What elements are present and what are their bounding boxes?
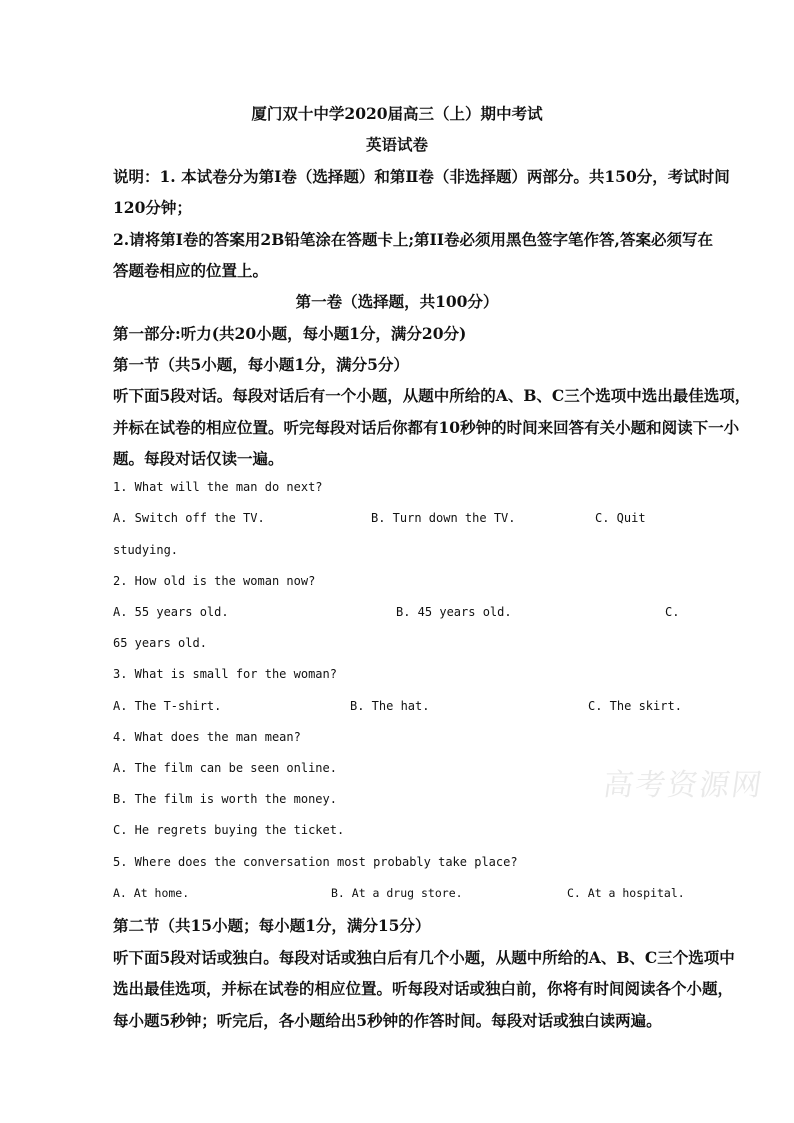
exam-subtitle: 英语试卷: [365, 135, 428, 154]
question-3-option-a: A. The T-shirt.: [113, 699, 222, 713]
question-1-option-b: B. Turn down the TV.: [371, 511, 516, 525]
instructions-line-2: 120分钟；: [113, 198, 192, 217]
question-5: 5. Where does the conversation most probably take place?: [113, 855, 518, 869]
section2-title: 第二节（共15小题；每小题1分，满分15分）: [113, 916, 431, 935]
section1-desc-2: 并标在试卷的相应位置。听完每段对话后你都有10秒钟的时间来回答有关小题和阅读下一小: [113, 418, 740, 437]
question-4-option-b: B. The film is worth the money.: [113, 792, 337, 806]
question-2: 2. How old is the woman now?: [113, 574, 316, 588]
question-5-option-b: B. At a drug store.: [331, 886, 463, 900]
question-4: 4. What does the man mean?: [113, 730, 301, 744]
question-3: 3. What is small for the woman?: [113, 667, 337, 681]
question-5-option-a: A. At home.: [113, 886, 190, 900]
question-2-option-c-cont: 65 years old.: [113, 636, 207, 650]
question-1-option-c-cont: studying.: [113, 543, 179, 557]
section2-desc-2: 选出最佳选项，并标在试卷的相应位置。听每段对话或独白前，你将有时间阅读各个小题，: [113, 979, 734, 998]
instructions-line-1: 说明：1. 本试卷分为第Ⅰ卷（选择题）和第Ⅱ卷（非选择题）两部分。共150分，考试时间: [113, 167, 730, 186]
section1-desc-3: 题。每段对话仅读一遍。: [113, 449, 284, 468]
section2-desc-1: 听下面5段对话或独白。每段对话或独白后有几个小题，从题中所给的A、B、C三个选项中: [113, 948, 735, 967]
instructions-line-4: 答题卷相应的位置上。: [113, 261, 269, 280]
section1-title: 第一节（共5小题，每小题1分，满分5分）: [113, 355, 409, 374]
watermark-text: 高考资源网: [601, 768, 766, 803]
section1-desc-1: 听下面5段对话。每段对话后有一个小题，从题中所给的A、B、C三个选项中选出最佳选项，: [113, 386, 751, 405]
volume1-title: 第一卷（选择题，共100分）: [295, 292, 499, 311]
question-4-option-c: C. He regrets buying the ticket.: [113, 823, 345, 837]
question-5-option-c: C. At a hospital.: [567, 886, 685, 900]
question-2-option-a: A. 55 years old.: [113, 605, 229, 619]
question-2-option-c: C.: [665, 605, 680, 619]
question-2-option-b: B. 45 years old.: [396, 605, 512, 619]
question-3-option-c: C. The skirt.: [588, 699, 682, 713]
question-1-option-a: A. Switch off the TV.: [113, 511, 265, 525]
part1-title: 第一部分:听力(共20小题，每小题1分，满分20分): [113, 324, 467, 343]
instructions-line-3: 2.请将第Ⅰ卷的答案用2B铅笔涂在答题卡上;第II卷必须用黑色签字笔作答,答案必须写在: [113, 230, 713, 249]
question-1-option-c: C. Quit: [595, 511, 646, 525]
exam-title: 厦门双十中学2020届高三（上）期中考试: [251, 104, 543, 123]
question-3-option-b: B. The hat.: [350, 699, 430, 713]
question-1: 1. What will the man do next?: [113, 480, 323, 494]
question-4-option-a: A. The film can be seen online.: [113, 761, 337, 775]
section2-desc-3: 每小题5秒钟；听完后，各小题给出5秒钟的作答时间。每段对话或独白读两遍。: [113, 1011, 662, 1030]
